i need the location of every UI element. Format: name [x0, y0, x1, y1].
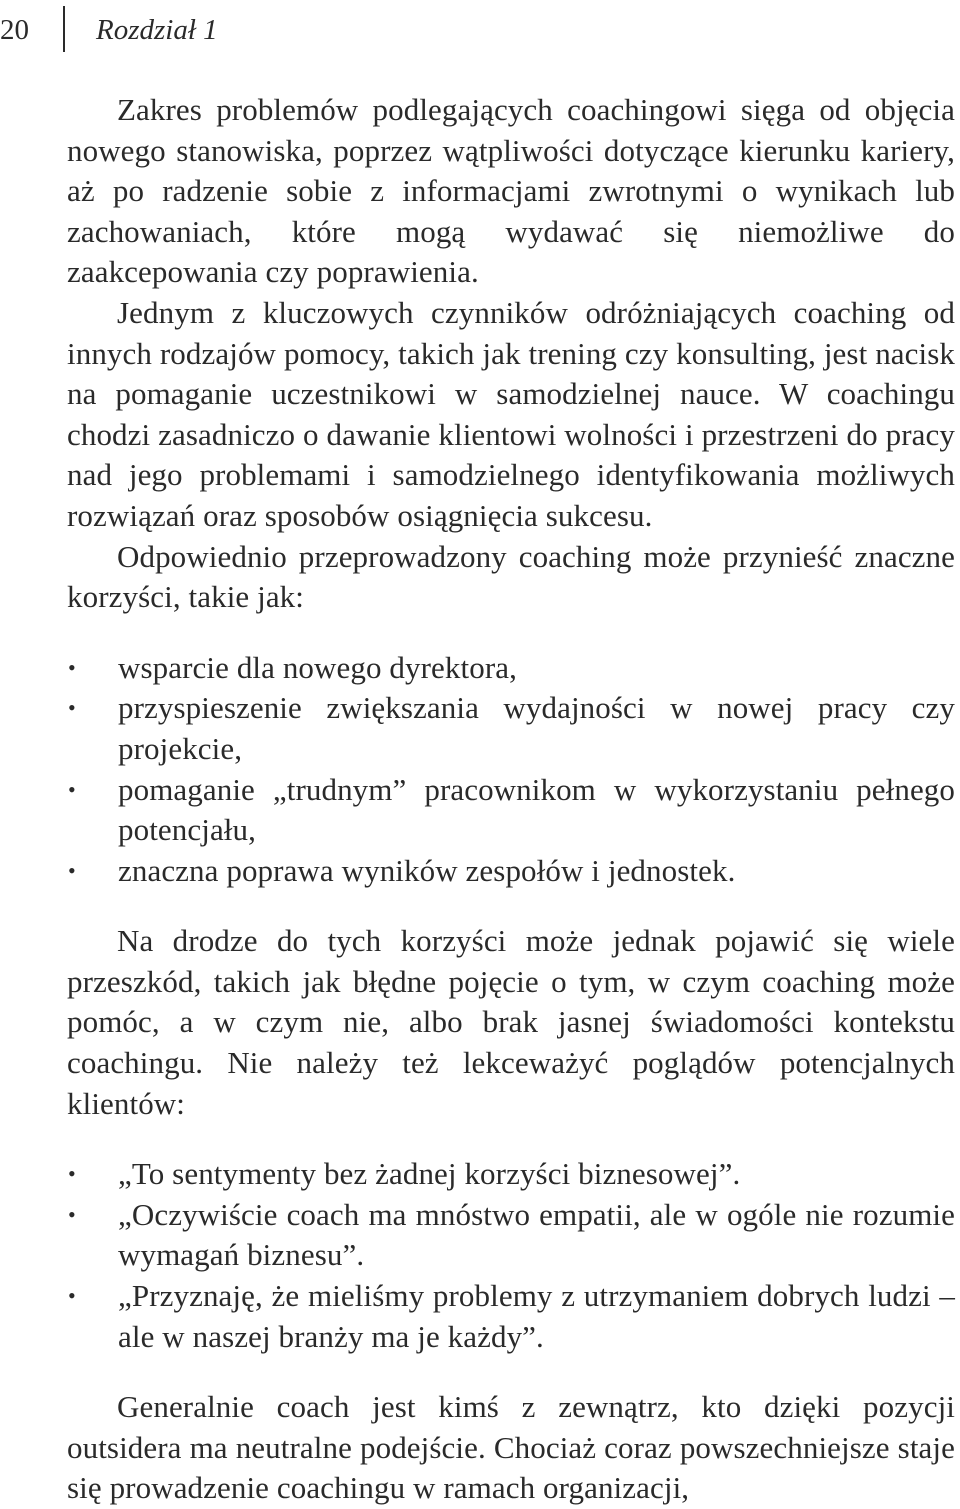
- header-divider: [63, 6, 65, 52]
- list-item: [67, 851, 955, 892]
- bullet-icon: •: [68, 1201, 76, 1227]
- list-item: [67, 770, 955, 851]
- list-item-text: „To sentymenty bez żadnej korzyści biznesowej”.: [118, 1156, 741, 1192]
- bullet-icon: •: [68, 1283, 76, 1309]
- spacer: [67, 1124, 955, 1154]
- page-body: [67, 90, 955, 1509]
- list-item-text: przyspieszenie zwiększania wydajności w nowej pracy czy projekcie,: [118, 690, 955, 766]
- list-item: [67, 1195, 955, 1276]
- list-item: [67, 688, 955, 769]
- quotes-list: [67, 1154, 955, 1357]
- chapter-title: Rozdział 1: [96, 14, 218, 46]
- spacer: [67, 891, 955, 921]
- bullet-icon: •: [68, 1161, 76, 1187]
- page-number: 20: [0, 14, 29, 46]
- bullet-icon: •: [68, 857, 76, 883]
- list-item: [67, 648, 955, 689]
- list-item: [67, 1276, 955, 1357]
- paragraph-obstacles: Na drodze do tych korzyści może jednak pojawić się wiele przeszkód, takich jak błędne pojęcie o tym, w czym coaching może pomóc, a w czym nie, albo brak jasnej świadomości kontekstu coachingu. Nie należy też lekceważyć poglądów potencjalnych klientów:: [67, 923, 955, 1121]
- running-header: [0, 6, 960, 52]
- list-item-text: „Oczywiście coach ma mnóstwo empatii, ale w ogóle nie rozumie wymagań biznesu”.: [118, 1196, 955, 1273]
- paragraph-benefits-intro: Odpowiednio przeprowadzony coaching może przynieść znaczne korzyści, takie jak:: [67, 538, 955, 615]
- bullet-icon: •: [68, 776, 76, 802]
- spacer: [67, 1357, 955, 1387]
- paragraph-outsider: Generalnie coach jest kimś z zewnątrz, kto dzięki pozycji outsidera ma neutralne podejście. Chociaż coraz powszechniejsze staje się prowadzenie coachingu w ramach organizacji,: [67, 1389, 955, 1506]
- paragraph-coaching-difference: Jednym z kluczowych czynników odróżniających coaching od innych rodzajów pomocy, takich jak trening czy konsulting, jest nacisk na pomaganie uczestnikowi w samodzielnej nauce. W coachingu chodzi zasadniczo o dawanie klientowi wolności i przestrzeni do pracy nad jego problemami i samodzielnego identyfikowania możliwych rozwiązań oraz sposobów osiągnięcia sukcesu.: [67, 294, 955, 533]
- bullet-icon: •: [68, 654, 76, 680]
- benefits-list: [67, 648, 955, 892]
- list-item-text: wsparcie dla nowego dyrektora,: [118, 649, 517, 685]
- list-item-text: pomaganie „trudnym” pracownikom w wykorzystaniu pełnego potencjału,: [118, 771, 955, 848]
- list-item: [67, 1154, 955, 1195]
- spacer: [67, 618, 955, 648]
- bullet-icon: •: [68, 695, 76, 721]
- list-item-text: „Przyznaję, że mieliśmy problemy z utrzymaniem dobrych ludzi – ale w naszej branży ma je każdy”.: [118, 1278, 955, 1354]
- list-item-text: znaczna poprawa wyników zespołów i jednostek.: [118, 852, 736, 888]
- paragraph-coaching-scope: Zakres problemów podlegających coachingowi sięga od objęcia nowego stanowiska, poprzez wątpliwości dotyczące kierunku kariery, aż po radzenie sobie z informacjami zwrotnymi o wynikach lub zachowaniach, które mogą wydawać się niemożliwe do zaakcepowania czy poprawienia.: [67, 92, 955, 290]
